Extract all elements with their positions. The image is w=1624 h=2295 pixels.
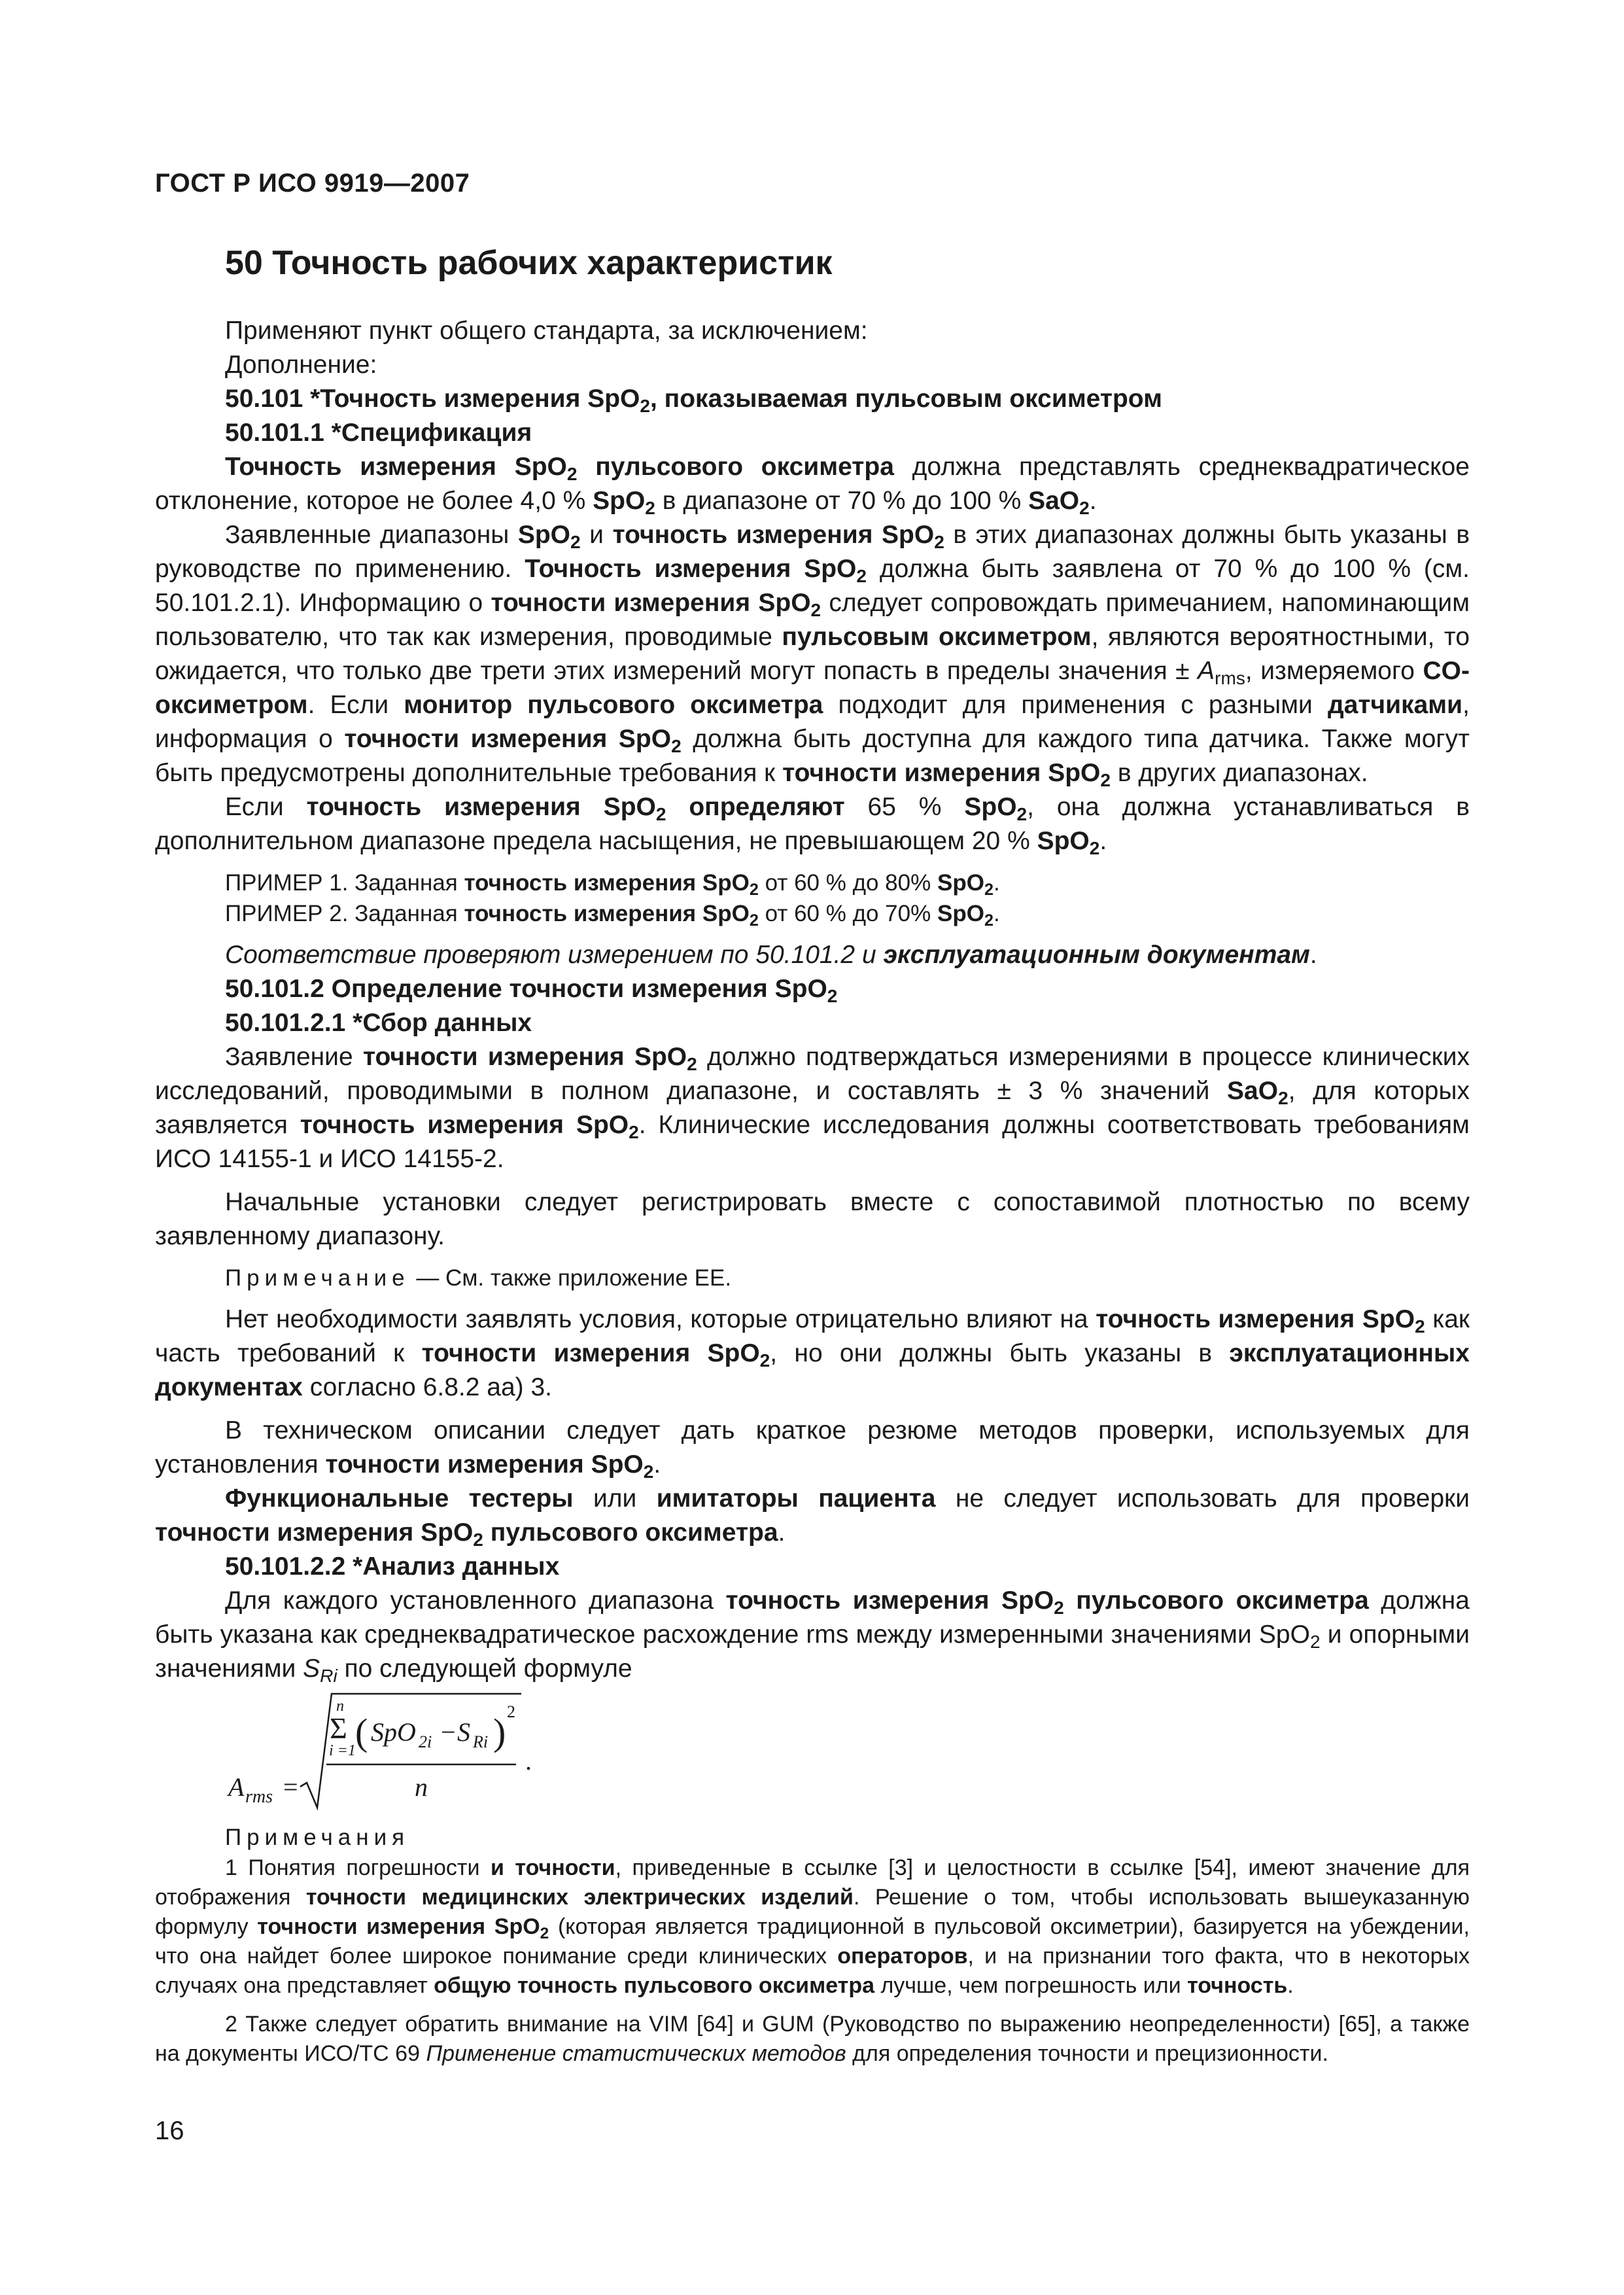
paragraph-spec: Точность измерения SpO$_2$ пульсового оксиметра должна представлять среднеквадратическое отклонение, которое не более 4,0 % SpO$_2$ в диапазоне от 70 % до 100 % SaO$_2$. bbox=[155, 453, 1470, 518]
formula-paren-close: ) bbox=[493, 1711, 506, 1753]
formula-spo-sub: 2i bbox=[419, 1732, 432, 1751]
heading-50-101-2: 50.101.2 Определение точности измерения SpO$_2$ bbox=[225, 975, 838, 1006]
formula-s: S bbox=[457, 1717, 470, 1747]
note-2: 2 Также следует обратить внимание на VIM [64] и GUM (Руководство по выражению неопределенности) [65], а также на документы ИСО/ТС 69 Применение статистических методов для определения точности и прецизионности. bbox=[155, 2012, 1470, 2066]
paragraph-testers: Функциональные тестеры или имитаторы пациента не следует использовать для проверки точности измерения SpO$_2$ пульсового оксиметра. bbox=[155, 1484, 1470, 1550]
paragraph-declared-ranges: Заявленные диапазоны SpO$_2$ и точность измерения SpO$_2$ в этих диапазонах должны быть указаны в руководстве по применению. Точность измерения SpO$_2$ должна быть заявлена от 70 % до 100 % (см. 50.101.2.1). Информацию о точности измерения SpO$_2$ следует сопровождать примечанием, напоминающим пользователю, что так как измерения, проводимые пульсовым оксиметром, являются вероятностными, то ожидается, что только две трети этих измерений могут попасть в пределы значения ± $A_{rms}$, измеряемого CO-оксиметром. Если монитор пульсового оксиметра подходит для применения с разными датчиками, информация о точности измерения SpO$_2$ должна быть доступна для каждого типа датчика. Также могут быть предусмотрены дополнительные требования к точности измерения SpO$_2$ в других диапазонах. bbox=[155, 521, 1470, 790]
section-title: 50 Точность рабочих характеристик bbox=[225, 244, 833, 282]
formula-sigma: Σ bbox=[330, 1711, 347, 1745]
paragraph-tech-description: В техническом описании следует дать краткое резюме методов проверки, используемых для установления точности измерения SpO$_2$. bbox=[155, 1416, 1470, 1482]
formula-equals: = bbox=[283, 1772, 298, 1802]
formula-paren-open: ( bbox=[355, 1711, 368, 1753]
formula-lhs: A bbox=[228, 1772, 245, 1802]
heading-50-101-2-2: 50.101.2.2 *Анализ данных bbox=[225, 1552, 560, 1581]
paragraph-analysis: Для каждого установленного диапазона точность измерения SpO$_2$ пульсового оксиметра должна быть указана как среднеквадратическое расхождение rms между измеренными значениями SpO$_2$ и опорными значениями $S_{Ri}$ по следующей формуле bbox=[155, 1586, 1470, 1686]
paragraph-if-determined: Если точность измерения SpO$_2$ определяют 65 % SpO$_2$, она должна устанавливаться в дополнительном диапазоне предела насыщения, не превышающем 20 % SpO$_2$. bbox=[155, 793, 1470, 858]
paragraph-apply: Применяют пункт общего стандарта, за исключением: bbox=[225, 317, 868, 345]
note-1: 1 Понятия погрешности и точности, приведенные в ссылке [3] и целостности в ссылке [54], имеют значение для отображения точности медицинских электрических изделий. Решение о том, чтобы использовать вышеуказанную формулу точности измерения SpO$_2$ (которая является традиционной в пульсовой оксиметрии), базируется на убеждении, что она найдет более широкое понимание среди клинических операторов, и на признании того факта, что в некоторых случаях она представляет общую точность пульсового оксиметра лучше, чем погрешность или точность. bbox=[155, 1855, 1470, 1998]
formula-sum-bottom: i =1 bbox=[329, 1742, 356, 1759]
formula-graphic bbox=[155, 1691, 744, 1815]
heading-50-101: 50.101 *Точность измерения SpO$_2$, показываемая пульсовым оксиметром bbox=[225, 385, 1162, 416]
arms-formula bbox=[155, 1691, 1470, 1815]
formula-lhs-sub: rms bbox=[245, 1787, 273, 1807]
formula-s-sub: Ri bbox=[473, 1732, 489, 1751]
paragraph-addition: Дополнение: bbox=[225, 351, 377, 379]
formula-period: . bbox=[525, 1746, 532, 1776]
formula-sum-top: n bbox=[336, 1698, 344, 1715]
formula-minus: − bbox=[441, 1717, 456, 1747]
heading-50-101-2-1: 50.101.2.1 *Сбор данных bbox=[225, 1009, 532, 1037]
notes-heading: Примечания bbox=[225, 1825, 410, 1850]
note-see-annex: Примечание — См. также приложение ЕЕ. bbox=[225, 1265, 732, 1291]
formula-power: 2 bbox=[507, 1702, 515, 1721]
heading-50-101-1: 50.101.1 *Спецификация bbox=[225, 419, 532, 447]
example-1: ПРИМЕР 1. Заданная точность измерения SpO$_2$ от 60 % до 80% SpO$_2$. bbox=[225, 870, 1000, 900]
formula-spo: SpO bbox=[371, 1717, 416, 1747]
document-code: ГОСТ Р ИСО 9919—2007 bbox=[155, 169, 470, 198]
document-body bbox=[155, 314, 1470, 2069]
paragraph-initial-settings: Начальные установки следует регистрировать вместе с сопоставимой плотностью по всему заявленному диапазону. bbox=[155, 1188, 1470, 1250]
formula-denominator: n bbox=[415, 1772, 428, 1802]
page-number: 16 bbox=[155, 2116, 184, 2145]
paragraph-claim: Заявление точности измерения SpO$_2$ должно подтверждаться измерениями в процессе клинических исследований, проводимыми в полном диапазоне, и составлять ± 3 % значений SaO$_2$, для которых заявляется точность измерения SpO$_2$. Клинические исследования должны соответствовать требованиям ИСО 14155-1 и ИСО 14155-2. bbox=[155, 1043, 1470, 1173]
example-2: ПРИМЕР 2. Заданная точность измерения SpO$_2$ от 60 % до 70% SpO$_2$. bbox=[225, 901, 1000, 930]
compliance-statement: Соответствие проверяют измерением по 50.101.2 и эксплуатационным документам. bbox=[225, 941, 1317, 969]
paragraph-conditions: Нет необходимости заявлять условия, которые отрицательно влияют на точность измерения SpO$_2$ как часть требований к точности измерения SpO$_2$, но они должны быть указаны в эксплуатационных документах согласно 6.8.2 аа) 3. bbox=[155, 1305, 1470, 1401]
